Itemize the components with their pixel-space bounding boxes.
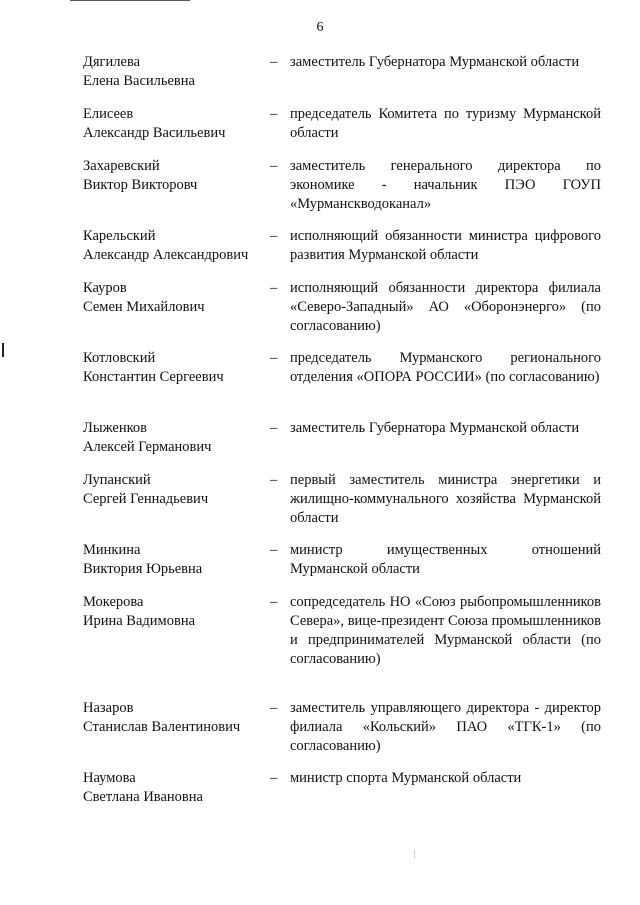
given-names: Алексей Германович (83, 439, 212, 455)
dash: – (270, 228, 278, 244)
member-role: председатель Комитета по туризму Мурманской области (290, 106, 601, 141)
dash: – (270, 54, 278, 70)
member-role: исполняющий обязанности министра цифрового развития Мурманской области (290, 228, 601, 263)
dash: – (270, 472, 278, 488)
surname: Наумова (83, 770, 136, 786)
member-role: заместитель Губернатора Мурманской области (290, 420, 580, 436)
member-name (83, 699, 268, 737)
dash: – (270, 542, 278, 558)
given-names: Сергей Геннадьевич (83, 491, 209, 507)
dash: – (270, 158, 278, 174)
surname: Елисеев (83, 106, 134, 122)
surname: Минкина (83, 542, 141, 558)
member-name (83, 419, 268, 457)
dash: – (270, 594, 278, 610)
scan-speck (414, 850, 415, 858)
member-role: министр спорта Мурманской области (290, 770, 522, 786)
member-name (83, 227, 268, 265)
surname: Захаревский (83, 158, 160, 174)
dash: – (270, 700, 278, 716)
member-role: председатель Мурманского регионального отделения «ОПОРА РОССИИ» (по согласованию) (290, 350, 601, 385)
member-name (83, 593, 268, 631)
surname: Назаров (83, 700, 134, 716)
member-name (83, 471, 268, 509)
member-name (83, 105, 268, 143)
member-name (83, 53, 268, 91)
member-role: первый заместитель министра энергетики и жилищно-коммунального хозяйства Мурманской области (290, 472, 601, 526)
surname: Лупанский (83, 472, 151, 488)
member-role: сопредседатель НО «Союз рыбопромышленников Севера», вице-президент Союза промышленников и предпринимателей Мурманской области (по согласованию) (290, 594, 601, 667)
given-names: Константин Сергеевич (83, 369, 224, 385)
scan-margin-mark (2, 343, 4, 357)
given-names: Виктор Викторовч (83, 177, 198, 193)
member-role: заместитель генерального директора по экономике - начальник ПЭО ГОУП «Мурманскводоканал» (290, 158, 601, 212)
dash: – (270, 770, 278, 786)
given-names: Виктория Юрьевна (83, 561, 203, 577)
given-names: Елена Васильевна (83, 73, 195, 89)
dash: – (270, 106, 278, 122)
given-names: Александр Александрович (83, 247, 249, 263)
member-role: заместитель Губернатора Мурманской области (290, 54, 580, 70)
page-number: 6 (316, 20, 324, 35)
scan-edge-mark (70, 0, 190, 1)
member-role: министр имущественных отношений Мурманской области (290, 542, 601, 577)
member-role: заместитель управляющего директора - директор филиала «Кольский» ПАО «ТГК-1» (по согласованию) (290, 700, 601, 754)
given-names: Станислав Валентинович (83, 719, 241, 735)
surname: Кауров (83, 280, 127, 296)
given-names: Ирина Вадимовна (83, 613, 196, 629)
dash: – (270, 350, 278, 366)
member-name (83, 157, 268, 195)
member-name (83, 541, 268, 579)
surname: Котловский (83, 350, 156, 366)
member-name (83, 769, 268, 807)
member-name (83, 349, 268, 387)
dash: – (270, 280, 278, 296)
member-name (83, 279, 268, 317)
given-names: Александр Васильевич (83, 125, 226, 141)
given-names: Семен Михайлович (83, 299, 205, 315)
given-names: Светлана Ивановна (83, 789, 203, 805)
surname: Лыженков (83, 420, 148, 436)
surname: Мокерова (83, 594, 144, 610)
dash: – (270, 420, 278, 436)
surname: Дягилева (83, 54, 141, 70)
surname: Карельский (83, 228, 156, 244)
member-role: исполняющий обязанности директора филиала «Северо-Западный» АО «Оборонэнерго» (по согласованию) (290, 280, 601, 334)
